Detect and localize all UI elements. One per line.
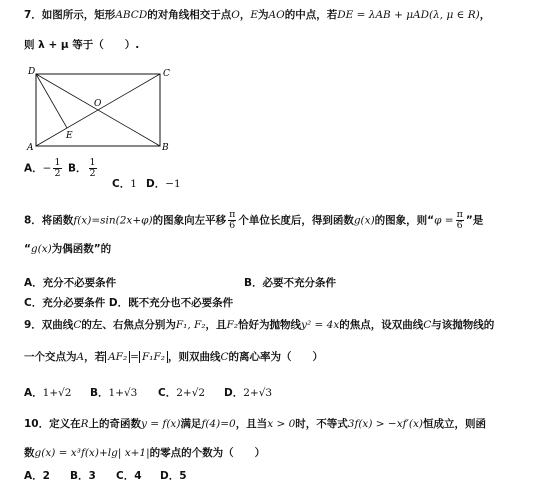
q7-segment: AO [268, 9, 285, 21]
q7-point-e: E [250, 9, 259, 21]
q8-option-b[interactable]: B．必要不充分条件 [244, 277, 337, 289]
label-b: B [162, 143, 169, 153]
q7-text: 为 [258, 9, 269, 21]
q9-option-c[interactable]: C．2+√2 [158, 387, 206, 399]
q10-line2: 数g(x) = x³f(x)+lg| x+1|的零点的个数为（ ） [24, 447, 266, 459]
q7-rectangle-figure [24, 64, 184, 154]
label-c: C [163, 69, 170, 79]
q7-rect-name: ABCD [115, 9, 148, 21]
q8-line1: 8．将函数f(x)=sin(2x+φ)的图象向左平移 $\frac{\pi}{6}$ 个单位长度后，得到函数g(x)的图象，则“φ = $\frac{\pi}{6}$ ”是 [24, 209, 484, 231]
q8-option-d[interactable]: D．既不充分也不必要条件 [108, 297, 234, 309]
q8-shift-fraction: $\frac{\pi}{6}$ [229, 209, 236, 231]
q9-line1: 9．双曲线C的左、右焦点分别为F₁, F₂，且F₂恰好为抛物线y² = 4x的焦点，设双曲线C与该抛物线的 [24, 319, 495, 331]
q7-text: ， [479, 9, 491, 21]
q8-function-g: g(x) [353, 214, 375, 227]
label-o: O [94, 99, 102, 109]
q7-option-d[interactable]: D．−1 [146, 178, 181, 190]
q8-function-f: f(x)=sin(2x+φ) [73, 214, 153, 227]
q10-option-a[interactable]: A．2 [24, 470, 50, 482]
q7-line1 [24, 8, 490, 22]
q8-option-c[interactable]: C．充分必要条件 [24, 297, 106, 309]
q9-option-d[interactable]: D．2+√3 [224, 387, 273, 399]
q7-text: ， [239, 9, 251, 21]
q10-line1: 10．定义在R上的奇函数y = f(x)满足f(4)=0，且当x > 0时，不等式3f(x) > −xf′(x)恒成立，则函 [24, 418, 487, 430]
q8-line2: “g(x)为偶函数”的 [24, 243, 112, 255]
q7-line2: 则 λ + μ 等于（ ）. [24, 39, 140, 51]
q8-cond-fraction: $\frac{\pi}{6}$ [456, 209, 463, 231]
fraction: $\frac{1}{2}$ [54, 157, 61, 179]
q7-option-a[interactable]: A．− $\frac{1}{2}$ [24, 157, 61, 179]
q9-option-a[interactable]: A．1+√2 [24, 387, 72, 399]
q7-text: 的中点，若 [284, 9, 338, 21]
q7-text: 7．如图所示，矩形 [24, 9, 116, 21]
label-e: E [66, 131, 73, 141]
label-d: D [28, 67, 36, 77]
q10-option-c[interactable]: C．4 [116, 470, 142, 482]
q10-option-b[interactable]: B．3 [70, 470, 96, 482]
q7-option-c[interactable]: C．1 [112, 178, 137, 190]
q7-point-o: O [231, 9, 240, 21]
q9-option-b[interactable]: B．1+√3 [90, 387, 138, 399]
q7-text: 的对角线相交于点 [147, 9, 232, 21]
label-a: A [27, 143, 34, 153]
q7-option-b[interactable]: B． $\frac{1}{2}$ [68, 157, 96, 179]
segment-de [36, 74, 67, 128]
q10-option-d[interactable]: D．5 [160, 470, 187, 482]
q9-line2: 一个交点为A，若 AF₂ = F₁F₂ ，则双曲线C的离心率为（ ） [24, 351, 324, 363]
q7-formula: DE = λAB + μAD(λ, μ ∈ R) [337, 9, 480, 21]
q8-option-c-d [24, 295, 233, 310]
fraction: $\frac{1}{2}$ [89, 157, 96, 179]
q8-option-a[interactable]: A．充分不必要条件 [24, 277, 117, 289]
